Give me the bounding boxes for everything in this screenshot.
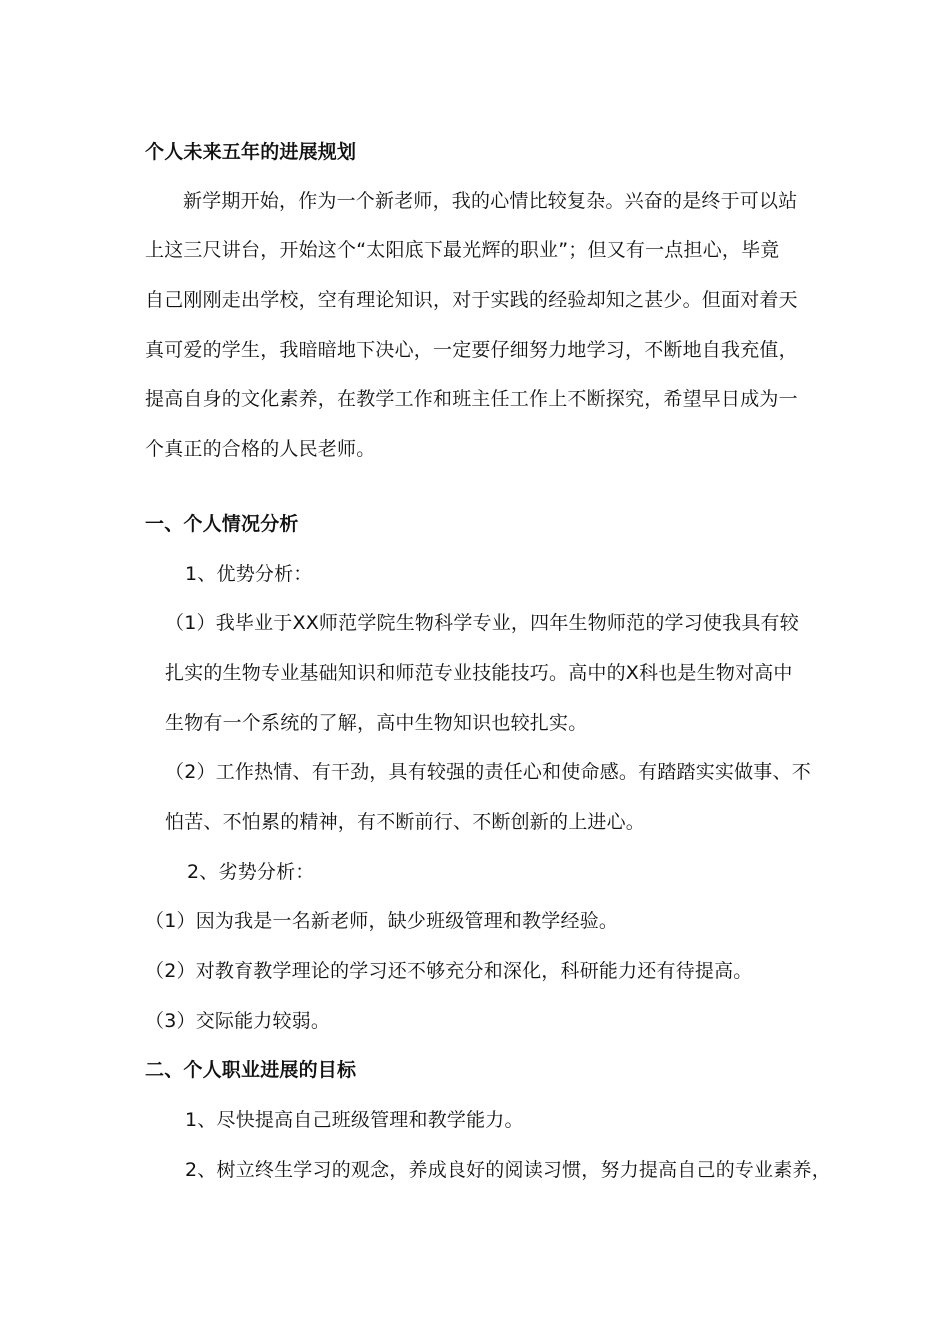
intro-line-5: 提高自身的文化素养，在教学工作和班主任工作上不断探究，希望早日成为一 [145, 388, 798, 410]
strength-p2-line-2: 怕苦、不怕累的精神，有不断前行、不断创新的上进心。 [165, 811, 646, 833]
goal-2: 2、树立终生学习的观念，养成良好的阅读习惯，努力提高自己的专业素养， [185, 1159, 831, 1181]
section2-heading: 二、个人职业进展的目标 [145, 1059, 357, 1081]
weakness-3: （3）交际能力较弱。 [145, 1010, 331, 1032]
intro-line-6: 个真正的合格的人民老师。 [145, 438, 376, 460]
goal-1: 1、尽快提高自己班级管理和教学能力。 [185, 1109, 524, 1131]
weakness-1: （1）因为我是一名新老师，缺少班级管理和教学经验。 [145, 910, 619, 932]
intro-line-3: 自己刚刚走出学校，空有理论知识，对于实践的经验却知之甚少。但面对着天 [145, 289, 798, 311]
section1-heading: 一、个人情况分析 [145, 513, 299, 535]
strength-p1-line-1: （1）我毕业于XX师范学院生物科学专业，四年生物师范的学习使我具有较 [165, 612, 799, 634]
intro-line-4: 真可爱的学生，我暗暗地下决心，一定要仔细努力地学习，不断地自我充值， [145, 339, 798, 361]
weakness-heading: 2、劣势分析： [187, 861, 315, 883]
strength-p2-line-1: （2）工作热情、有干劲，具有较强的责任心和使命感。有踏踏实实做事、不 [165, 761, 811, 783]
intro-line-1: 新学期开始，作为一个新老师，我的心情比较复杂。兴奋的是终于可以站 [183, 190, 798, 212]
document-title: 个人未来五年的进展规划 [145, 141, 357, 163]
strength-p1-line-3: 生物有一个系统的了解，高中生物知识也较扎实。 [165, 712, 588, 734]
strength-p1-line-2: 扎实的生物专业基础知识和师范专业技能技巧。高中的X科也是生物对高中 [165, 662, 793, 684]
intro-line-2: 上这三尺讲台，开始这个“太阳底下最光辉的职业”；但又有一点担心，毕竟 [145, 239, 780, 261]
strength-heading: 1、优势分析： [185, 563, 313, 585]
weakness-2: （2）对教育教学理论的学习还不够充分和深化，科研能力还有待提高。 [145, 960, 753, 982]
